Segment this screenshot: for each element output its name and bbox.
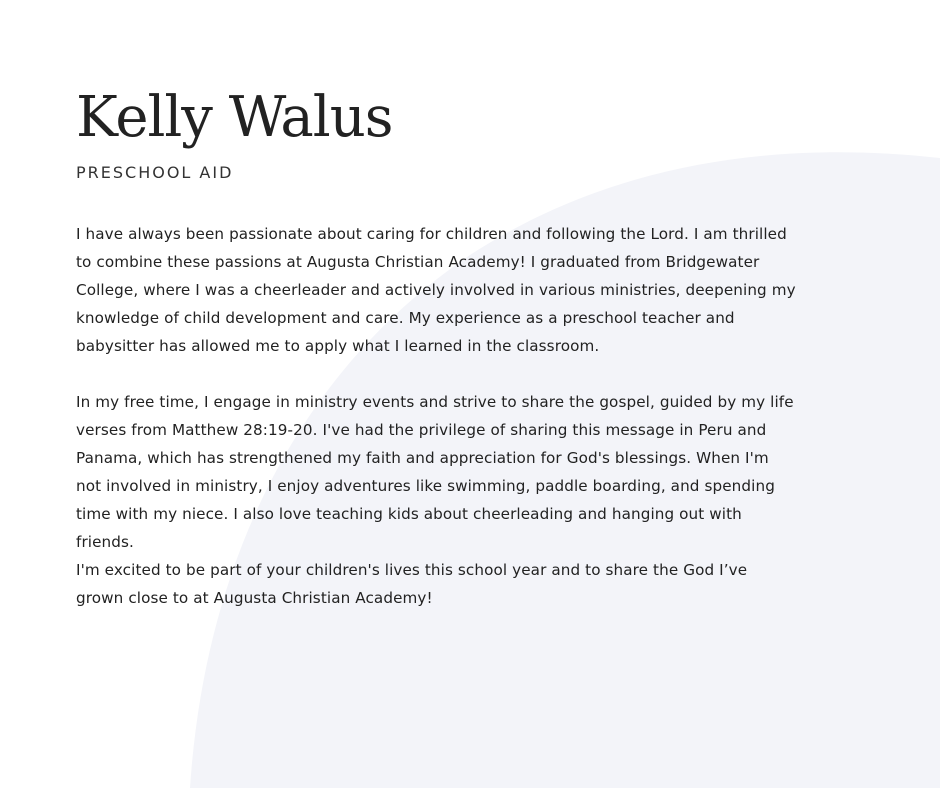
bio-paragraph-2: In my free time, I engage in ministry events and strive to share the gospel, guided by my life verses from Matthew 28:19-20. I've had the privilege of sharing this message in Peru and Panama, which has strengthened my faith and appreciation for God's blessings. When I'm not involved in ministry, I enjoy adventures like swimming, paddle boarding, and spending time with my niece. I also love teaching kids about cheerleading and hanging out with friends. <box>76 393 794 551</box>
bio-text <box>76 220 796 612</box>
bio-paragraph-3: I'm excited to be part of your children's lives this school year and to share the God I’ve grown close to at Augusta Christian Academy! <box>76 561 748 607</box>
job-title: PRESCHOOL AID <box>76 163 234 182</box>
profile-card <box>76 84 796 612</box>
bio-paragraph-1: I have always been passionate about caring for children and following the Lord. I am thrilled to combine these passions at Augusta Christian Academy! I graduated from Bridgewater College, where I was a cheerleader and actively involved in various ministries, deepening my knowledge of child development and care. My experience as a preschool teacher and babysitter has allowed me to apply what I learned in the classroom. <box>76 225 796 355</box>
person-name: Kelly Walus <box>76 85 393 150</box>
